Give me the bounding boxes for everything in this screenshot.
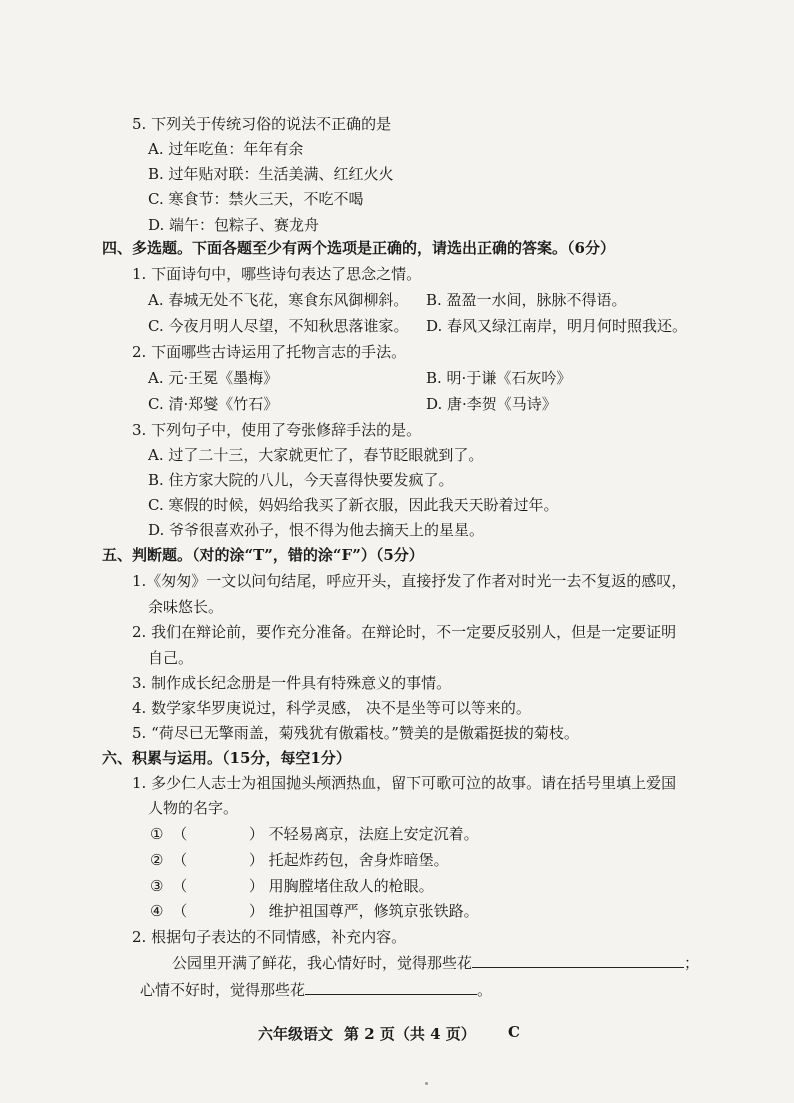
item-text: 不轻易离京，法庭上安定沉着。 (268, 825, 479, 843)
item-number: ④ (150, 902, 164, 920)
close-paren: ） (248, 851, 264, 869)
option-d: D. 端午：包粽子、赛龙舟 (148, 216, 320, 234)
section-heading: 六、积累与运用。（15分，每空1分） (102, 749, 351, 767)
answer-line[interactable] (305, 980, 477, 995)
option-b: B. 住方家大院的八儿，今天喜得快要发疯了。 (148, 471, 454, 489)
option-a: A. 元·王冕《墨梅》 (148, 369, 279, 387)
option-b: B. 明·于谦《石灰吟》 (426, 369, 572, 387)
question-stem: 5. 下列关于传统习俗的说法不正确的是 (132, 115, 392, 133)
close-paren: ） (248, 902, 264, 920)
question-stem: 1. 多少仁人志士为祖国抛头颅洒热血，留下可歌可泣的故事。请在括号里填上爱国 (132, 774, 677, 792)
close-paren: ） (248, 825, 264, 843)
footer-grade: 六年级语文 (258, 1025, 334, 1043)
judgment-item-cont: 自己。 (148, 649, 194, 667)
open-paren: （ (172, 902, 188, 920)
option-c: C. 今夜月明人尽望，不知秋思落谁家。 (148, 317, 409, 335)
section-heading: 五、判断题。（对的涂“T”，错的涂“F”）（5分） (102, 546, 424, 564)
section-heading: 四、多选题。下面各题至少有两个选项是正确的，请选出正确的答案。（6分） (102, 239, 615, 257)
option-c: C. 寒假的时候，妈妈给我买了新衣服，因此我天天盼着过年。 (148, 496, 559, 514)
option-d: D. 春风又绿江南岸，明月何时照我还。 (426, 317, 688, 335)
punctuation: 。 (477, 981, 493, 999)
answer-line[interactable] (472, 953, 684, 968)
fill-blank-item (150, 876, 434, 896)
judgment-item: 1.《匆匆》一文以问句结尾，呼应开头，直接抒发了作者对时光一去不复返的感叹， (132, 572, 687, 590)
sentence-text: 心情不好时，觉得那些花 (140, 981, 306, 999)
judgment-item-cont: 余味悠长。 (148, 598, 224, 616)
option-d: D. 唐·李贺《马诗》 (426, 395, 557, 413)
judgment-item: 4. 数学家华罗庚说过，科学灵感， 决不是坐等可以等来的。 (132, 699, 531, 717)
open-paren: （ (172, 877, 188, 895)
question-stem-cont: 人物的名字。 (148, 799, 239, 817)
item-number: ① (150, 825, 164, 843)
question-stem: 2. 下面哪些古诗运用了托物言志的手法。 (132, 343, 407, 361)
fill-blank-item (150, 824, 479, 844)
item-number: ③ (150, 877, 164, 895)
item-text: 维护祖国尊严，修筑京张铁路。 (268, 902, 479, 920)
option-c: C. 寒食节：禁火三天，不吃不喝 (148, 190, 364, 208)
option-d: D. 爷爷很喜欢孙子，恨不得为他去摘天上的星星。 (148, 521, 485, 539)
option-b: B. 盈盈一水间，脉脉不得语。 (426, 291, 627, 309)
fill-blank-item (150, 901, 479, 921)
punctuation: ； (684, 954, 700, 972)
option-c: C. 清·郑燮《竹石》 (148, 395, 279, 413)
judgment-item: 2. 我们在辩论前，要作充分准备。在辩论时，不一定要反驳别人，但是一定要证明 (132, 623, 677, 641)
footer-page-number: 第 2 页（共 4 页） (344, 1025, 476, 1043)
open-paren: （ (172, 825, 188, 843)
fill-blank-item (150, 850, 449, 870)
sentence-text: 公园里开满了鲜花，我心情好时，觉得那些花 (172, 954, 473, 972)
question-stem: 1. 下面诗句中，哪些诗句表达了思念之情。 (132, 265, 422, 283)
judgment-item: 3. 制作成长纪念册是一件具有特殊意义的事情。 (132, 674, 452, 692)
question-stem: 2. 根据句子表达的不同情感，补充内容。 (132, 928, 407, 946)
option-a: A. 过了二十三，大家就更忙了，春节眨眼就到了。 (148, 446, 484, 464)
open-paren: （ (172, 851, 188, 869)
close-paren: ） (248, 877, 264, 895)
fill-line (140, 980, 492, 1000)
option-b: B. 过年贴对联：生活美满、红红火火 (148, 165, 394, 183)
item-text: 用胸膛堵住敌人的枪眼。 (268, 877, 434, 895)
question-stem: 3. 下列句子中，使用了夸张修辞手法的是。 (132, 421, 422, 439)
fill-line (172, 953, 699, 973)
option-a: A. 过年吃鱼：年年有余 (148, 140, 304, 158)
option-a: A. 春城无处不飞花，寒食东风御柳斜。 (148, 291, 409, 309)
footer-version: C (508, 1023, 520, 1041)
item-number: ② (150, 851, 164, 869)
item-text: 托起炸药包，舍身炸暗堡。 (268, 851, 449, 869)
judgment-item: 5. “荷尽已无擎雨盖，菊残犹有傲霜枝。”赞美的是傲霜挺拔的菊枝。 (132, 724, 579, 742)
scan-speck (425, 1082, 428, 1085)
